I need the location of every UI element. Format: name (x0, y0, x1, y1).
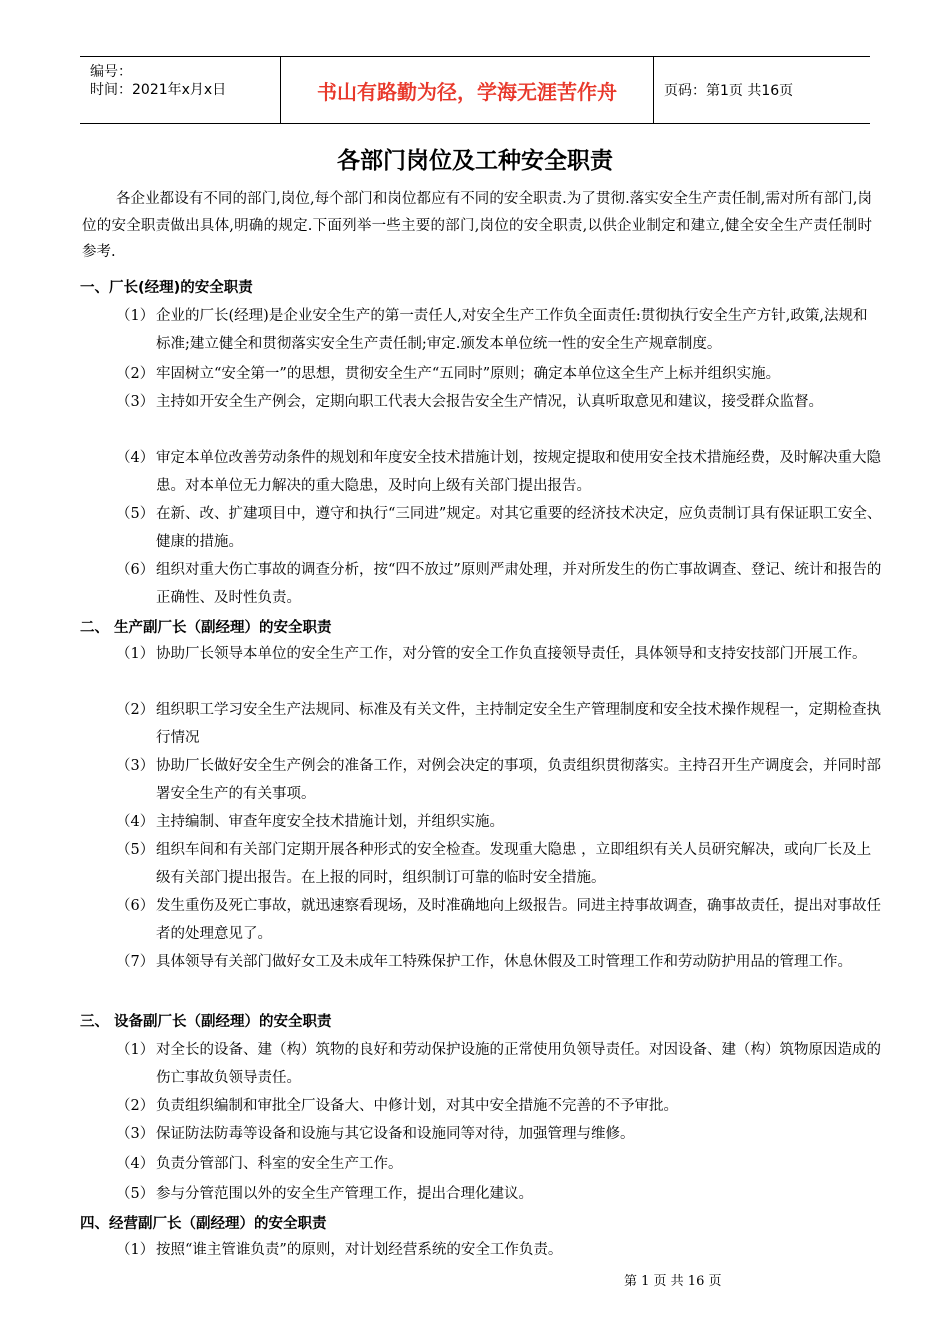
item-number: （4） (116, 814, 155, 830)
list-item (116, 1092, 882, 1120)
list-item (116, 1236, 882, 1264)
date-label: 时间：2021年x月x日 (90, 82, 227, 98)
item-text: 组织对重大伤亡事故的调查分析，按“四不放过”原则严肃处理，并对所发生的伤亡事故调查、登记、统计和报告的正确性、及时性负责。 (156, 562, 882, 606)
section-heading: 一、厂长(经理)的安全职责 (80, 280, 253, 296)
item-text: 在新、改、扩建项目中，遵守和执行“三同进”规定。对其它重要的经济技术决定，应负责制订具有保证职工安全、健康的措施。 (156, 506, 882, 550)
list-item (116, 444, 882, 500)
item-text: 负责组织编制和审批全厂设备大、中修计划，对其中安全措施不完善的不予审批。 (156, 1098, 678, 1114)
item-number: （6） (116, 898, 155, 914)
header-table (80, 56, 870, 124)
list-item (116, 836, 882, 892)
list-item (116, 1180, 882, 1208)
header-slogan: 书山有路勤为径，学海无涯苦作舟 (317, 79, 617, 104)
item-text: 牢固树立“安全第一”的思想，贯彻安全生产“五同时”原则；确定本单位这全生产上标并组织实施。 (156, 366, 781, 382)
item-number: （3） (116, 758, 155, 774)
item-text: 企业的厂长(经理)是企业安全生产的第一责任人,对安全生产工作负全面责任:贯彻执行安全生产方针,政策,法规和标准;建立健全和贯彻落实安全生产责任制;审定.颁发本单位统一性的安全生产规章制度。 (156, 308, 868, 352)
item-number: （4） (116, 1156, 155, 1172)
item-number: （1） (116, 308, 155, 324)
item-number: （1） (116, 1042, 155, 1058)
header-page-info: 页码：第1页 共16页 (664, 83, 794, 99)
document-title: 各部门岗位及工种安全职责 (337, 147, 613, 174)
item-text: 负责分管部门、科室的安全生产工作。 (156, 1156, 403, 1172)
list-item (116, 388, 882, 416)
item-text: 参与分管范围以外的安全生产管理工作，提出合理化建议。 (156, 1186, 533, 1202)
page-footer: 第 1 页 共 16 页 (624, 1274, 722, 1289)
item-number: （6） (116, 562, 155, 578)
item-text: 主持如开安全生产例会，定期向职工代表大会报告安全生产情况，认真听取意见和建议，接受群众监督。 (156, 394, 823, 410)
section-heading: 二、 生产副厂长（副经理）的安全职责 (80, 620, 332, 636)
item-text: 组织职工学习安全生产法规同、标准及有关文件，主持制定安全生产管理制度和安全技术操作规程一，定期检查执行情况 (156, 702, 881, 746)
item-text: 协助厂长做好安全生产例会的准备工作，对例会决定的事项，负责组织贯彻落实。主持召开生产调度会，并同时部署安全生产的有关事项。 (156, 758, 881, 802)
item-text: 审定本单位改善劳动条件的规划和年度安全技术措施计划，按规定提取和使用安全技术措施经费，及时解决重大隐患。对本单位无力解决的重大隐患，及时向上级有关部门提出报告。 (156, 450, 881, 494)
item-number: （2） (116, 1098, 155, 1114)
section-heading: 三、 设备副厂长（副经理）的安全职责 (80, 1014, 332, 1030)
list-item (116, 556, 882, 612)
header-divider (653, 57, 654, 123)
list-item (116, 696, 882, 752)
section-heading: 四、经营副厂长（副经理）的安全职责 (80, 1216, 327, 1232)
item-number: （4） (116, 450, 155, 466)
list-item (116, 948, 882, 976)
list-item (116, 892, 882, 948)
item-number: （5） (116, 1186, 155, 1202)
list-item (116, 1120, 882, 1148)
list-item (116, 302, 882, 358)
list-item (116, 1036, 882, 1092)
list-item (116, 640, 882, 668)
item-number: （1） (116, 1242, 155, 1258)
item-text: 发生重伤及死亡事故，就迅速察看现场，及时准确地向上级报告。同进主持事故调查，确事故责任，提出对事故任者的处理意见了。 (156, 898, 881, 942)
item-text: 主持编制、审查年度安全技术措施计划，并组织实施。 (156, 814, 504, 830)
item-number: （2） (116, 366, 155, 382)
list-item (116, 360, 882, 388)
number-label: 编号： (90, 64, 132, 80)
item-number: （3） (116, 394, 155, 410)
list-item (116, 500, 882, 556)
item-number: （1） (116, 646, 155, 662)
item-text: 对全长的设备、建（构）筑物的良好和劳动保护设施的正常使用负领导责任。对因设备、建（构）筑物原因造成的伤亡事故负领导责任。 (156, 1042, 881, 1086)
item-text: 保证防法防毒等设备和设施与其它设备和设施同等对待，加强管理与维修。 (156, 1126, 635, 1142)
item-text: 按照“谁主管谁负责”的原则，对计划经营系统的安全工作负责。 (156, 1242, 563, 1258)
item-number: （3） (116, 1126, 155, 1142)
item-text: 具体领导有关部门做好女工及未成年工特殊保护工作，休息休假及工时管理工作和劳动防护用品的管理工作。 (156, 954, 852, 970)
list-item (116, 752, 882, 808)
item-text: 协助厂长领导本单位的安全生产工作，对分管的安全工作负直接领导责任，具体领导和支持安技部门开展工作。 (156, 646, 867, 662)
item-number: （2） (116, 702, 155, 718)
item-number: （7） (116, 954, 155, 970)
item-number: （5） (116, 506, 155, 522)
list-item (116, 1150, 882, 1178)
header-left-cell (80, 57, 280, 123)
item-number: （5） (116, 842, 155, 858)
intro-paragraph: 各企业都设有不同的部门,岗位,每个部门和岗位都应有不同的安全职责.为了贯彻.落实安全生产责任制,需对所有部门,岗位的安全职责做出具体,明确的规定.下面列举一些主要的部门,岗位的安全职责,以供企业制定和建立,健全安全生产责任制时参考. (82, 191, 872, 260)
item-text: 组织车间和有关部门定期开展各种形式的安全检查。发现重大隐患 ，立即组织有关人员研究解决，或向厂长及上级有关部门提出报告。在上报的同时，组织制订可靠的临时安全措施。 (156, 842, 872, 886)
list-item (116, 808, 882, 836)
